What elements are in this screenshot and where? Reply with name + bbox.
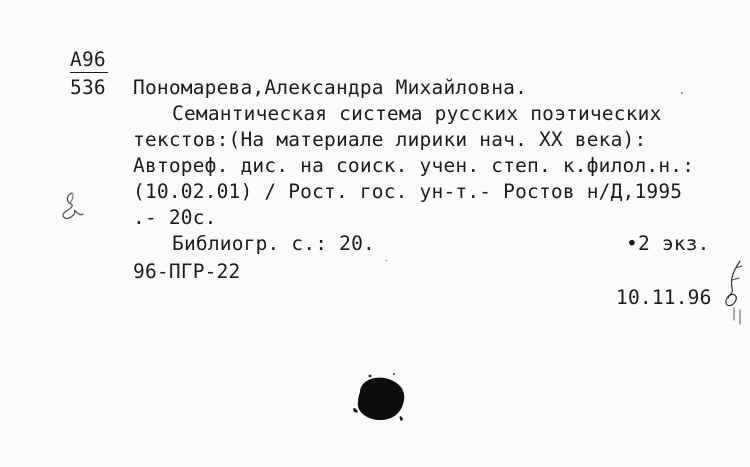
shelf-mark-divider <box>70 72 108 73</box>
title-line-3: Автореф. дис. на соиск. учен. степ. к.филол.н.: <box>133 154 695 177</box>
ink-blot <box>350 372 412 426</box>
author-heading: Пономарева,Александра Михайловна. <box>133 76 528 99</box>
title-line-1: Семантическая система русских поэтических <box>172 102 662 125</box>
title-line-5: .- 20с. <box>133 206 217 229</box>
copies-count: •2 экз. <box>626 232 710 255</box>
shelf-mark-bottom: 536 <box>70 76 106 99</box>
accession-date: 10.11.96 <box>616 286 712 309</box>
shelf-mark-top: А96 <box>70 48 106 71</box>
title-line-2: текстов:(На материале лирики нач. XX века): <box>133 128 647 151</box>
handwritten-mark <box>56 190 88 226</box>
bibliography-note: Библиогр. с.: 20. <box>172 232 375 255</box>
handwritten-signature <box>712 258 748 330</box>
stray-mark <box>384 258 389 263</box>
stray-mark <box>679 90 685 96</box>
registration-code: 96-ПГР-22 <box>133 260 241 283</box>
title-line-4: (10.02.01) / Рост. гос. ун-т.- Ростов н/Д,1995 <box>133 180 683 203</box>
